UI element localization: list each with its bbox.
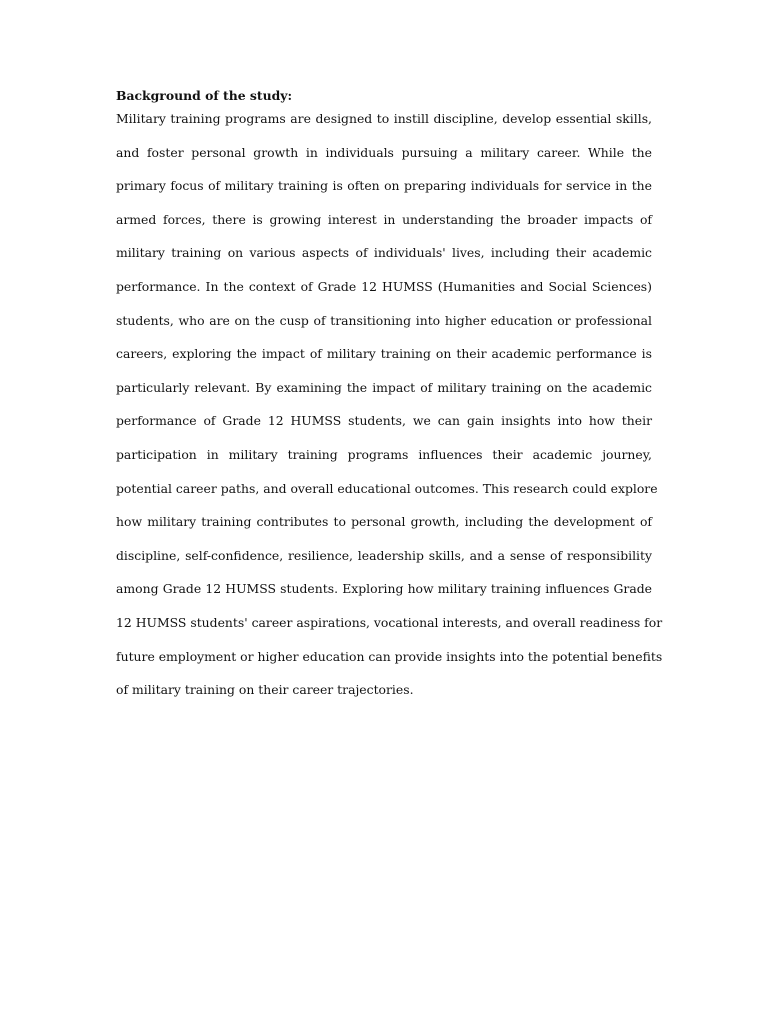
paragraph-line-6: performance. In the context of Grade 12 HUMSS (Humanities and Social Sciences) bbox=[116, 278, 652, 294]
paragraph-line-5: military training on various aspects of individuals' lives, including their academic bbox=[116, 245, 652, 261]
paragraph-line-11: participation in military training programs influences their academic journey, bbox=[116, 446, 652, 462]
paragraph-line-3: primary focus of military training is often on preparing individuals for service in the bbox=[116, 178, 652, 194]
paragraph-line-1: Military training programs are designed to instill discipline, develop essential skills, bbox=[116, 111, 652, 126]
paragraph-line-8: careers, exploring the impact of military training on their academic performance is bbox=[116, 346, 652, 362]
paragraph-line-12: potential career paths, and overall educational outcomes. This research could explore bbox=[116, 480, 658, 496]
paragraph-line-17: future employment or higher education can provide insights into the potential benefits bbox=[116, 648, 663, 664]
paragraph-line-15: among Grade 12 HUMSS students. Exploring how military training influences Grade bbox=[116, 581, 652, 597]
paragraph-line-18: of military training on their career trajectories. bbox=[116, 682, 414, 698]
paragraph-line-13: how military training contributes to personal growth, including the development of bbox=[116, 514, 652, 530]
paragraph-line-7: students, who are on the cusp of transitioning into higher education or professional bbox=[116, 312, 652, 328]
paragraph-line-4: armed forces, there is growing interest in understanding the broader impacts of bbox=[116, 211, 652, 227]
section-heading: Background of the study: bbox=[116, 88, 293, 103]
paragraph-line-9: particularly relevant. By examining the impact of military training on the academic bbox=[116, 379, 652, 395]
paragraph-line-2: and foster personal growth in individuals pursuing a military career. While the bbox=[116, 144, 652, 160]
body-paragraph bbox=[116, 109, 663, 714]
paragraph-line-10: performance of Grade 12 HUMSS students, we can gain insights into how their bbox=[116, 413, 652, 429]
paragraph-line-14: discipline, self-confidence, resilience, leadership skills, and a sense of responsibility bbox=[116, 547, 652, 563]
paragraph-line-16: 12 HUMSS students' career aspirations, vocational interests, and overall readiness for bbox=[116, 614, 663, 630]
document-body bbox=[116, 86, 663, 714]
